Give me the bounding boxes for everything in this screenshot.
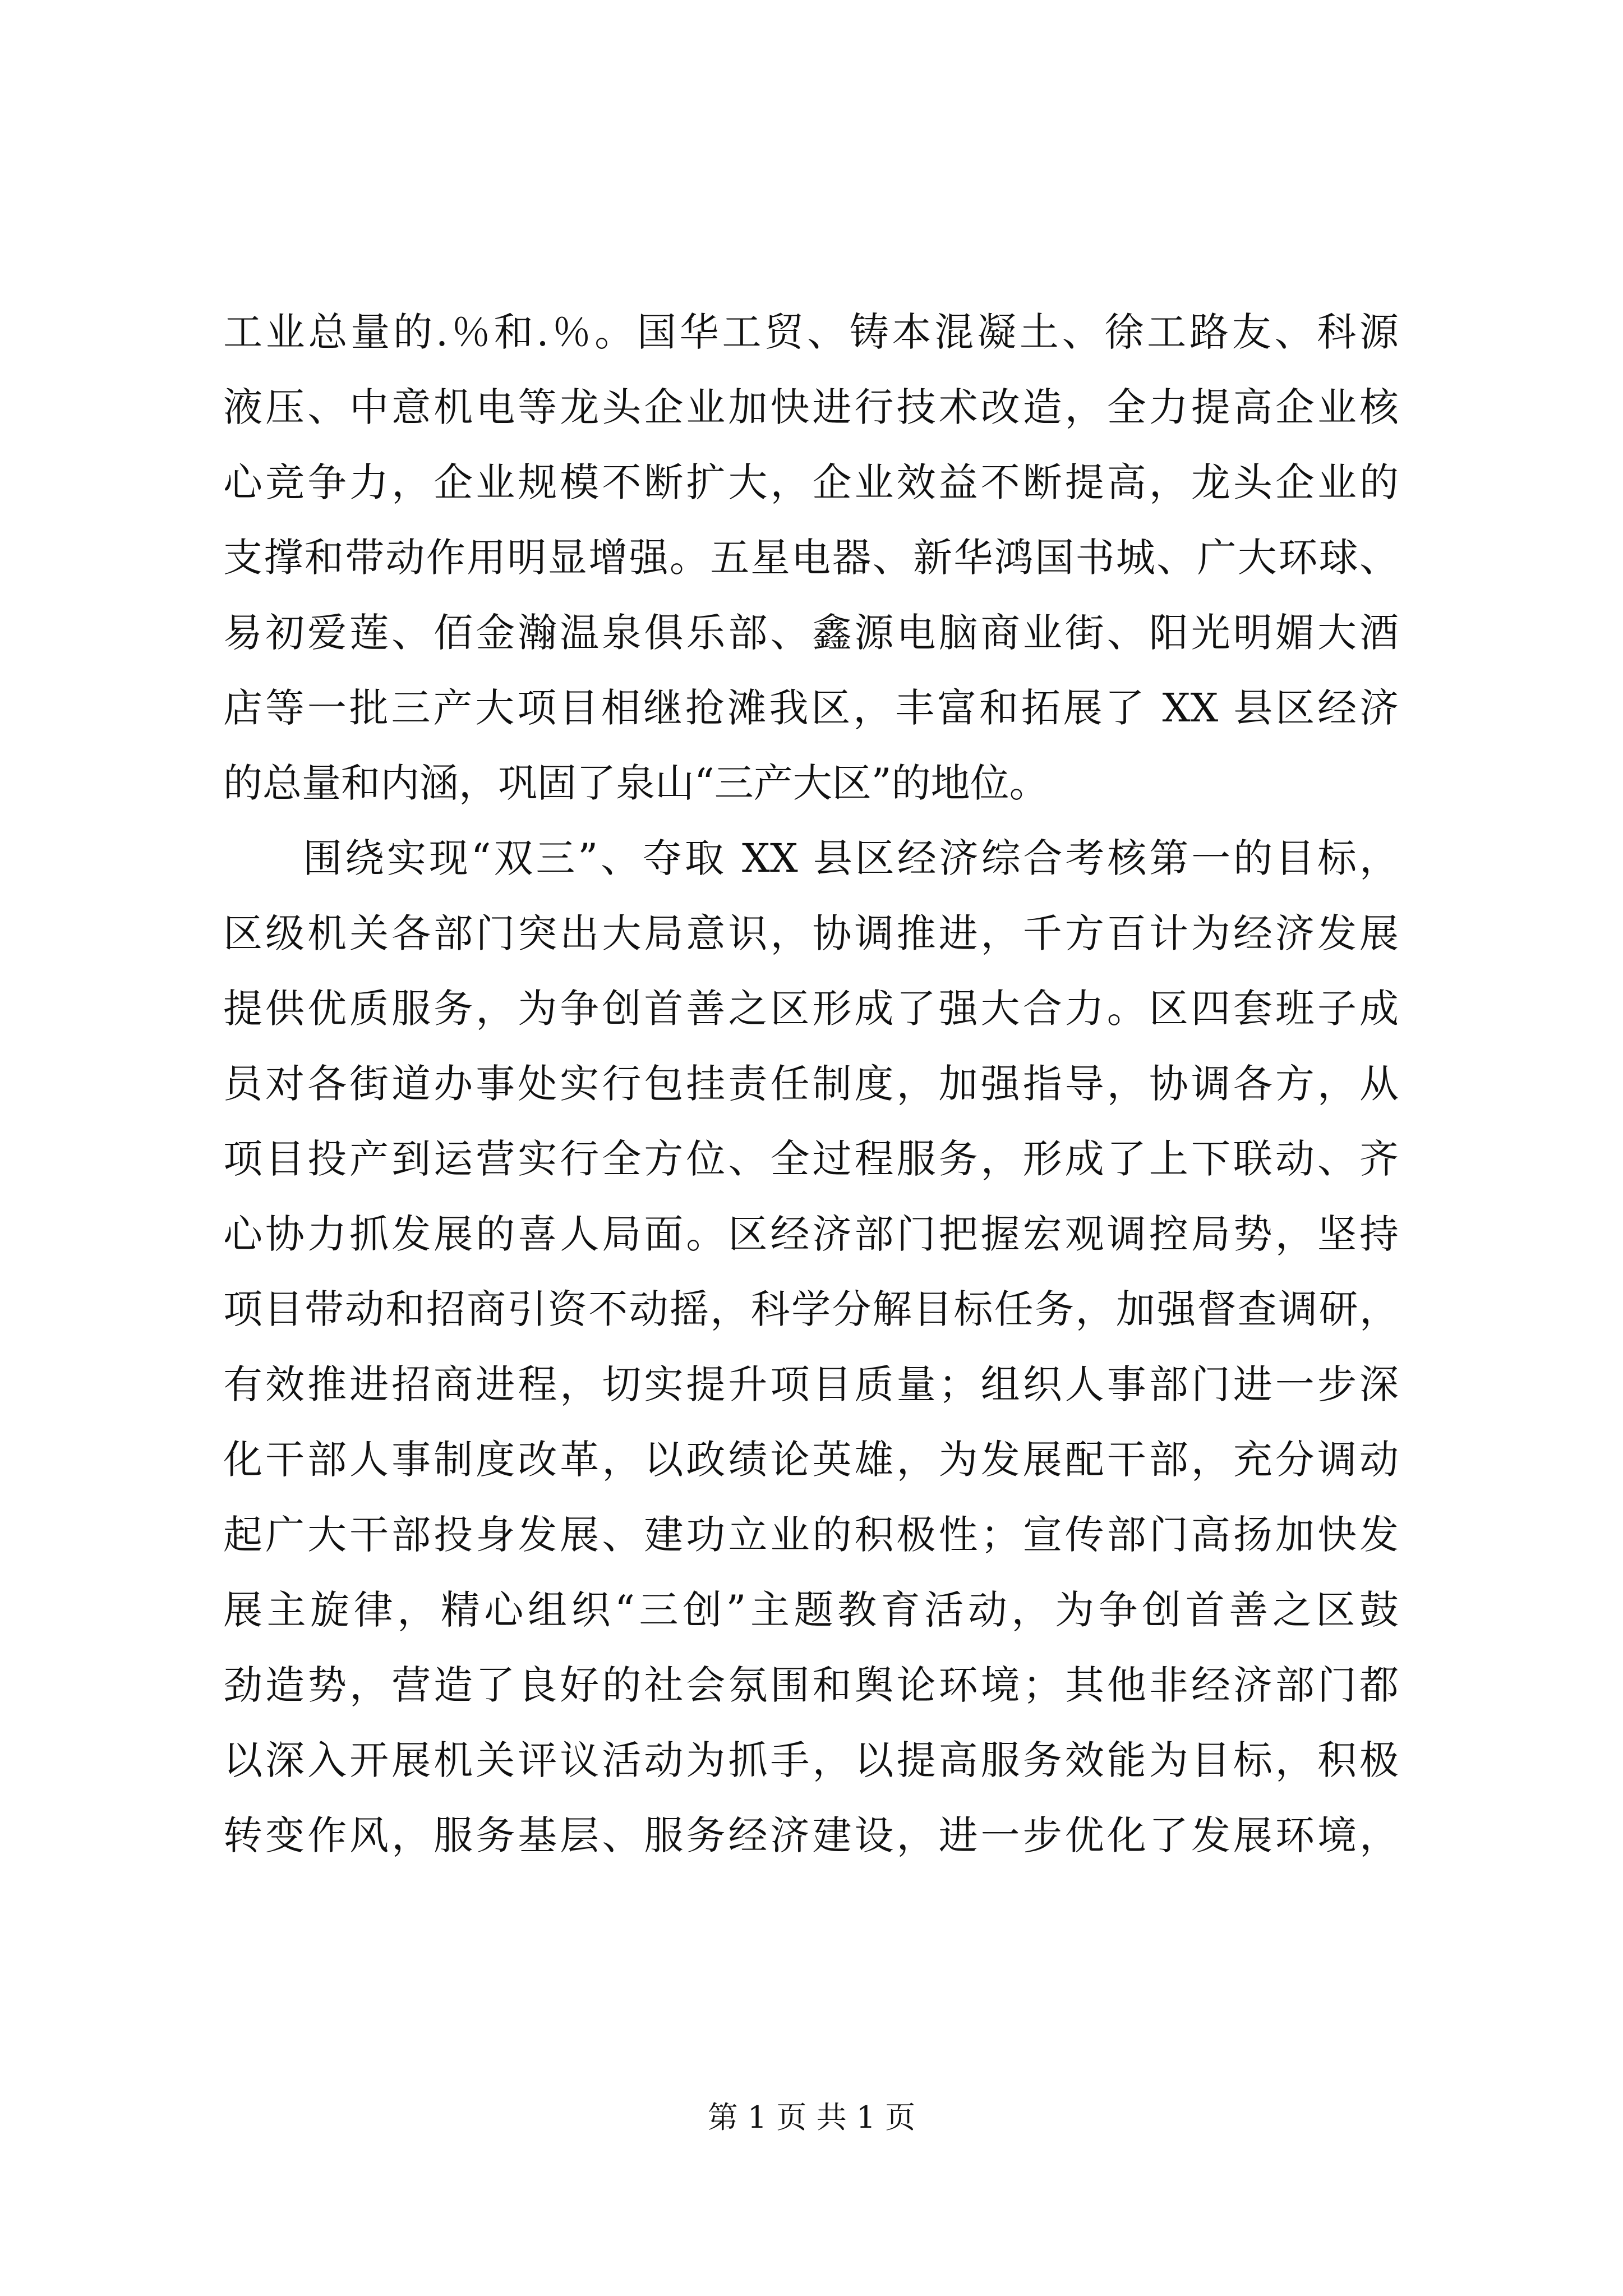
body-text	[223, 295, 1399, 1873]
text-line: 支撑和带动作用明显增强。五星电器、新华鸿国书城、广大环球、	[223, 535, 1399, 581]
text-line: 围绕实现“双三”、夺取 XX 县区经济综合考核第一的目标，	[303, 835, 1399, 881]
text-line: 项目带动和招商引资不动摇，科学分解目标任务，加强督查调研，	[223, 1286, 1399, 1332]
text-line: 心竞争力，企业规模不断扩大，企业效益不断提高，龙头企业的	[223, 459, 1399, 505]
text-line: 劲造势，营造了良好的社会氛围和舆论环境；其他非经济部门都	[223, 1662, 1399, 1708]
text-line: 易初爱莲、佰金瀚温泉俱乐部、鑫源电脑商业街、阳光明媚大酒	[223, 610, 1399, 656]
text-line: 工业总量的.％和.％。国华工贸、铸本混凝土、徐工路友、科源	[223, 309, 1399, 355]
text-line: 化干部人事制度改革，以政绩论英雄，为发展配干部，充分调动	[223, 1437, 1399, 1483]
text-line: 项目投产到运营实行全方位、全过程服务，形成了上下联动、齐	[223, 1136, 1399, 1182]
text-line: 提供优质服务，为争创首善之区形成了强大合力。区四套班子成	[223, 986, 1399, 1032]
text-line: 心协力抓发展的喜人局面。区经济部门把握宏观调控局势，坚持	[223, 1211, 1399, 1257]
text-line: 有效推进招商进程，切实提升项目质量；组织人事部门进一步深	[223, 1361, 1399, 1407]
page-number-footer: 第 1 页 共 1 页	[707, 2100, 916, 2135]
text-line: 转变作风，服务基层、服务经济建设，进一步优化了发展环境，	[223, 1812, 1399, 1858]
text-line: 员对各街道办事处实行包挂责任制度，加强指导，协调各方，从	[223, 1061, 1399, 1107]
text-line: 的总量和内涵，巩固了泉山“三产大区”的地位。	[223, 760, 1049, 806]
text-line: 展主旋律，精心组织“三创”主题教育活动，为争创首善之区鼓	[223, 1587, 1399, 1633]
text-line: 起广大干部投身发展、建功立业的积极性；宣传部门高扬加快发	[223, 1512, 1399, 1558]
text-line: 液压、中意机电等龙头企业加快进行技术改造，全力提高企业核	[223, 384, 1399, 430]
text-line: 店等一批三产大项目相继抢滩我区，丰富和拓展了 XX 县区经济	[223, 685, 1399, 731]
text-line: 区级机关各部门突出大局意识，协调推进，千方百计为经济发展	[223, 910, 1399, 956]
text-line: 以深入开展机关评议活动为抓手，以提高服务效能为目标，积极	[223, 1737, 1399, 1783]
